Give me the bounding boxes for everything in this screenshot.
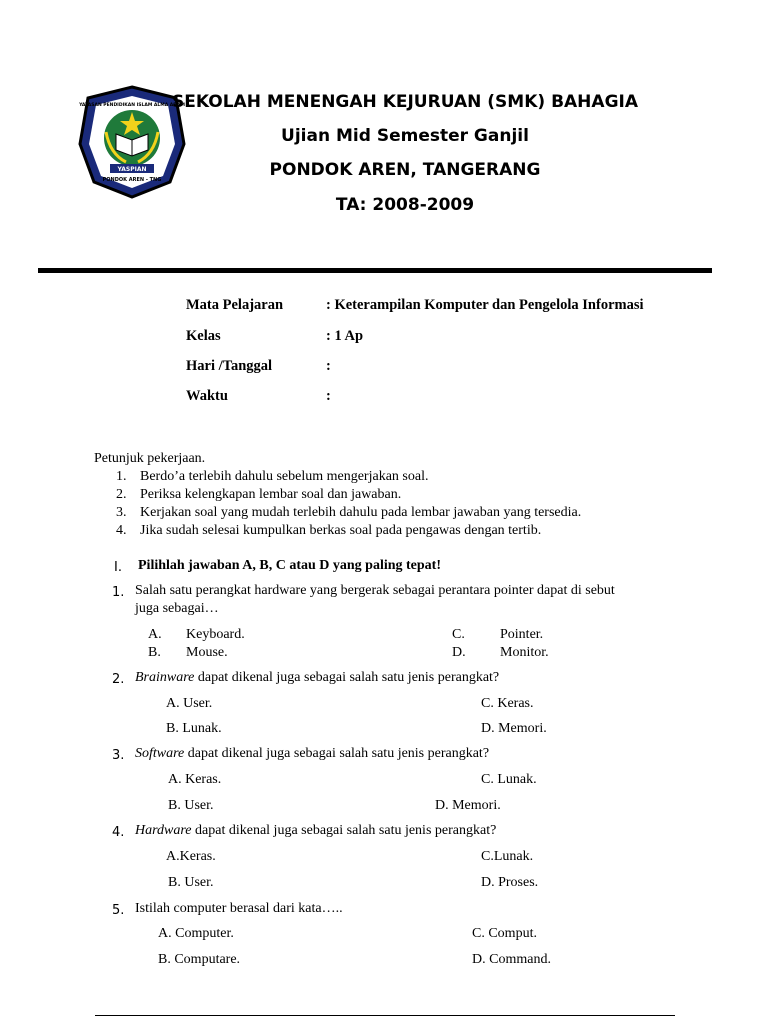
location: PONDOK AREN, TANGERANG [269, 160, 541, 180]
school-name: SEKOLAH MENENGAH KEJURUAN (SMK) BAHAGIA [171, 92, 639, 112]
section-title: Pilihlah jawaban A, B, C atau D yang paling tepat! [138, 558, 441, 573]
option-d: D. Proses. [481, 875, 539, 890]
question-term: Software [135, 746, 185, 761]
question-rest: dapat dikenal juga sebagai salah satu jenis perangkat? [194, 670, 500, 685]
meta-value-subject: : Keterampilan Komputer dan Pengelola Informasi [326, 297, 644, 313]
academic-year: TA: 2008-2009 [335, 195, 475, 215]
instructions-title: Petunjuk pekerjaan. [94, 451, 206, 466]
question-term: Brainware [135, 670, 195, 685]
option-d: D. Memori. [435, 798, 501, 813]
option-a: A. Keras. [168, 772, 222, 787]
option-c: C.Lunak. [481, 849, 534, 864]
option-b: B. User. [168, 875, 214, 890]
meta-value-date: : [326, 358, 331, 374]
instruction-num: 3. [116, 505, 127, 520]
question-number: 3. [112, 748, 125, 763]
option-d: D. Command. [472, 952, 551, 967]
meta-label-subject: Mata Pelajaran [186, 297, 284, 313]
option-a: Keyboard. [186, 627, 245, 642]
meta-label-time: Waktu [186, 388, 228, 404]
question-rest: dapat dikenal juga sebagai salah satu jenis perangkat? [184, 746, 490, 761]
instruction-text: Berdo’a terlebih dahulu sebelum mengerjakan soal. [140, 469, 429, 484]
question-number: 1. [112, 585, 125, 600]
option-d: D. Memori. [481, 721, 547, 736]
question-text: Salah satu perangkat hardware yang bergerak sebagai perantara pointer dapat di sebut [135, 583, 615, 598]
option-b: B. User. [168, 798, 214, 813]
option-a: A. User. [166, 696, 213, 711]
question-text-cont: juga sebagai… [135, 601, 219, 616]
question-text [135, 670, 499, 686]
question-text: Istilah computer berasal dari kata….. [135, 901, 343, 916]
question-text [135, 746, 489, 762]
exam-title: Ujian Mid Semester Ganjil [281, 126, 529, 146]
option-label: C. [452, 627, 465, 642]
option-d: Monitor. [500, 645, 549, 660]
footer-divider [95, 1015, 675, 1016]
meta-label-class: Kelas [186, 328, 221, 344]
meta-label-date: Hari /Tanggal [186, 358, 273, 374]
question-number: 4. [112, 825, 125, 840]
meta-value-time: : [326, 388, 331, 404]
meta-value-class: : 1 Ap [326, 328, 364, 344]
option-c: C. Lunak. [481, 772, 537, 787]
logo-bottom-text: PONDOK AREN - TNG [102, 177, 162, 183]
question-term: Hardware [135, 823, 192, 838]
question-number: 2. [112, 672, 125, 687]
logo-banner-text: YASPIAN [117, 166, 147, 173]
instruction-text: Periksa kelengkapan lembar soal dan jawaban. [140, 487, 402, 502]
option-c: Pointer. [500, 627, 544, 642]
option-b: Mouse. [186, 645, 228, 660]
instruction-text: Kerjakan soal yang mudah terlebih dahulu pada lembar jawaban yang tersedia. [140, 505, 582, 520]
question-number: 5. [112, 903, 125, 918]
option-label: A. [148, 627, 162, 642]
instruction-num: 2. [116, 487, 127, 502]
option-a: A. Computer. [158, 926, 234, 941]
instruction-num: 4. [116, 523, 127, 538]
option-c: C. Keras. [481, 696, 534, 711]
option-b: B. Computare. [158, 952, 241, 967]
instruction-text: Jika sudah selesai kumpulkan berkas soal pada pengawas dengan tertib. [140, 523, 542, 538]
option-label: D. [452, 645, 466, 660]
section-number: I. [114, 560, 122, 575]
question-text [135, 823, 496, 839]
header-divider [38, 268, 712, 273]
instruction-num: 1. [116, 469, 127, 484]
option-a: A.Keras. [166, 849, 216, 864]
question-rest: dapat dikenal juga sebagai salah satu jenis perangkat? [191, 823, 497, 838]
option-label: B. [148, 645, 161, 660]
option-c: C. Comput. [472, 926, 537, 941]
logo-top-text: YAYASAN PENDIDIKAN ISLAM ALMA ADAM [79, 103, 185, 108]
option-b: B. Lunak. [166, 721, 222, 736]
